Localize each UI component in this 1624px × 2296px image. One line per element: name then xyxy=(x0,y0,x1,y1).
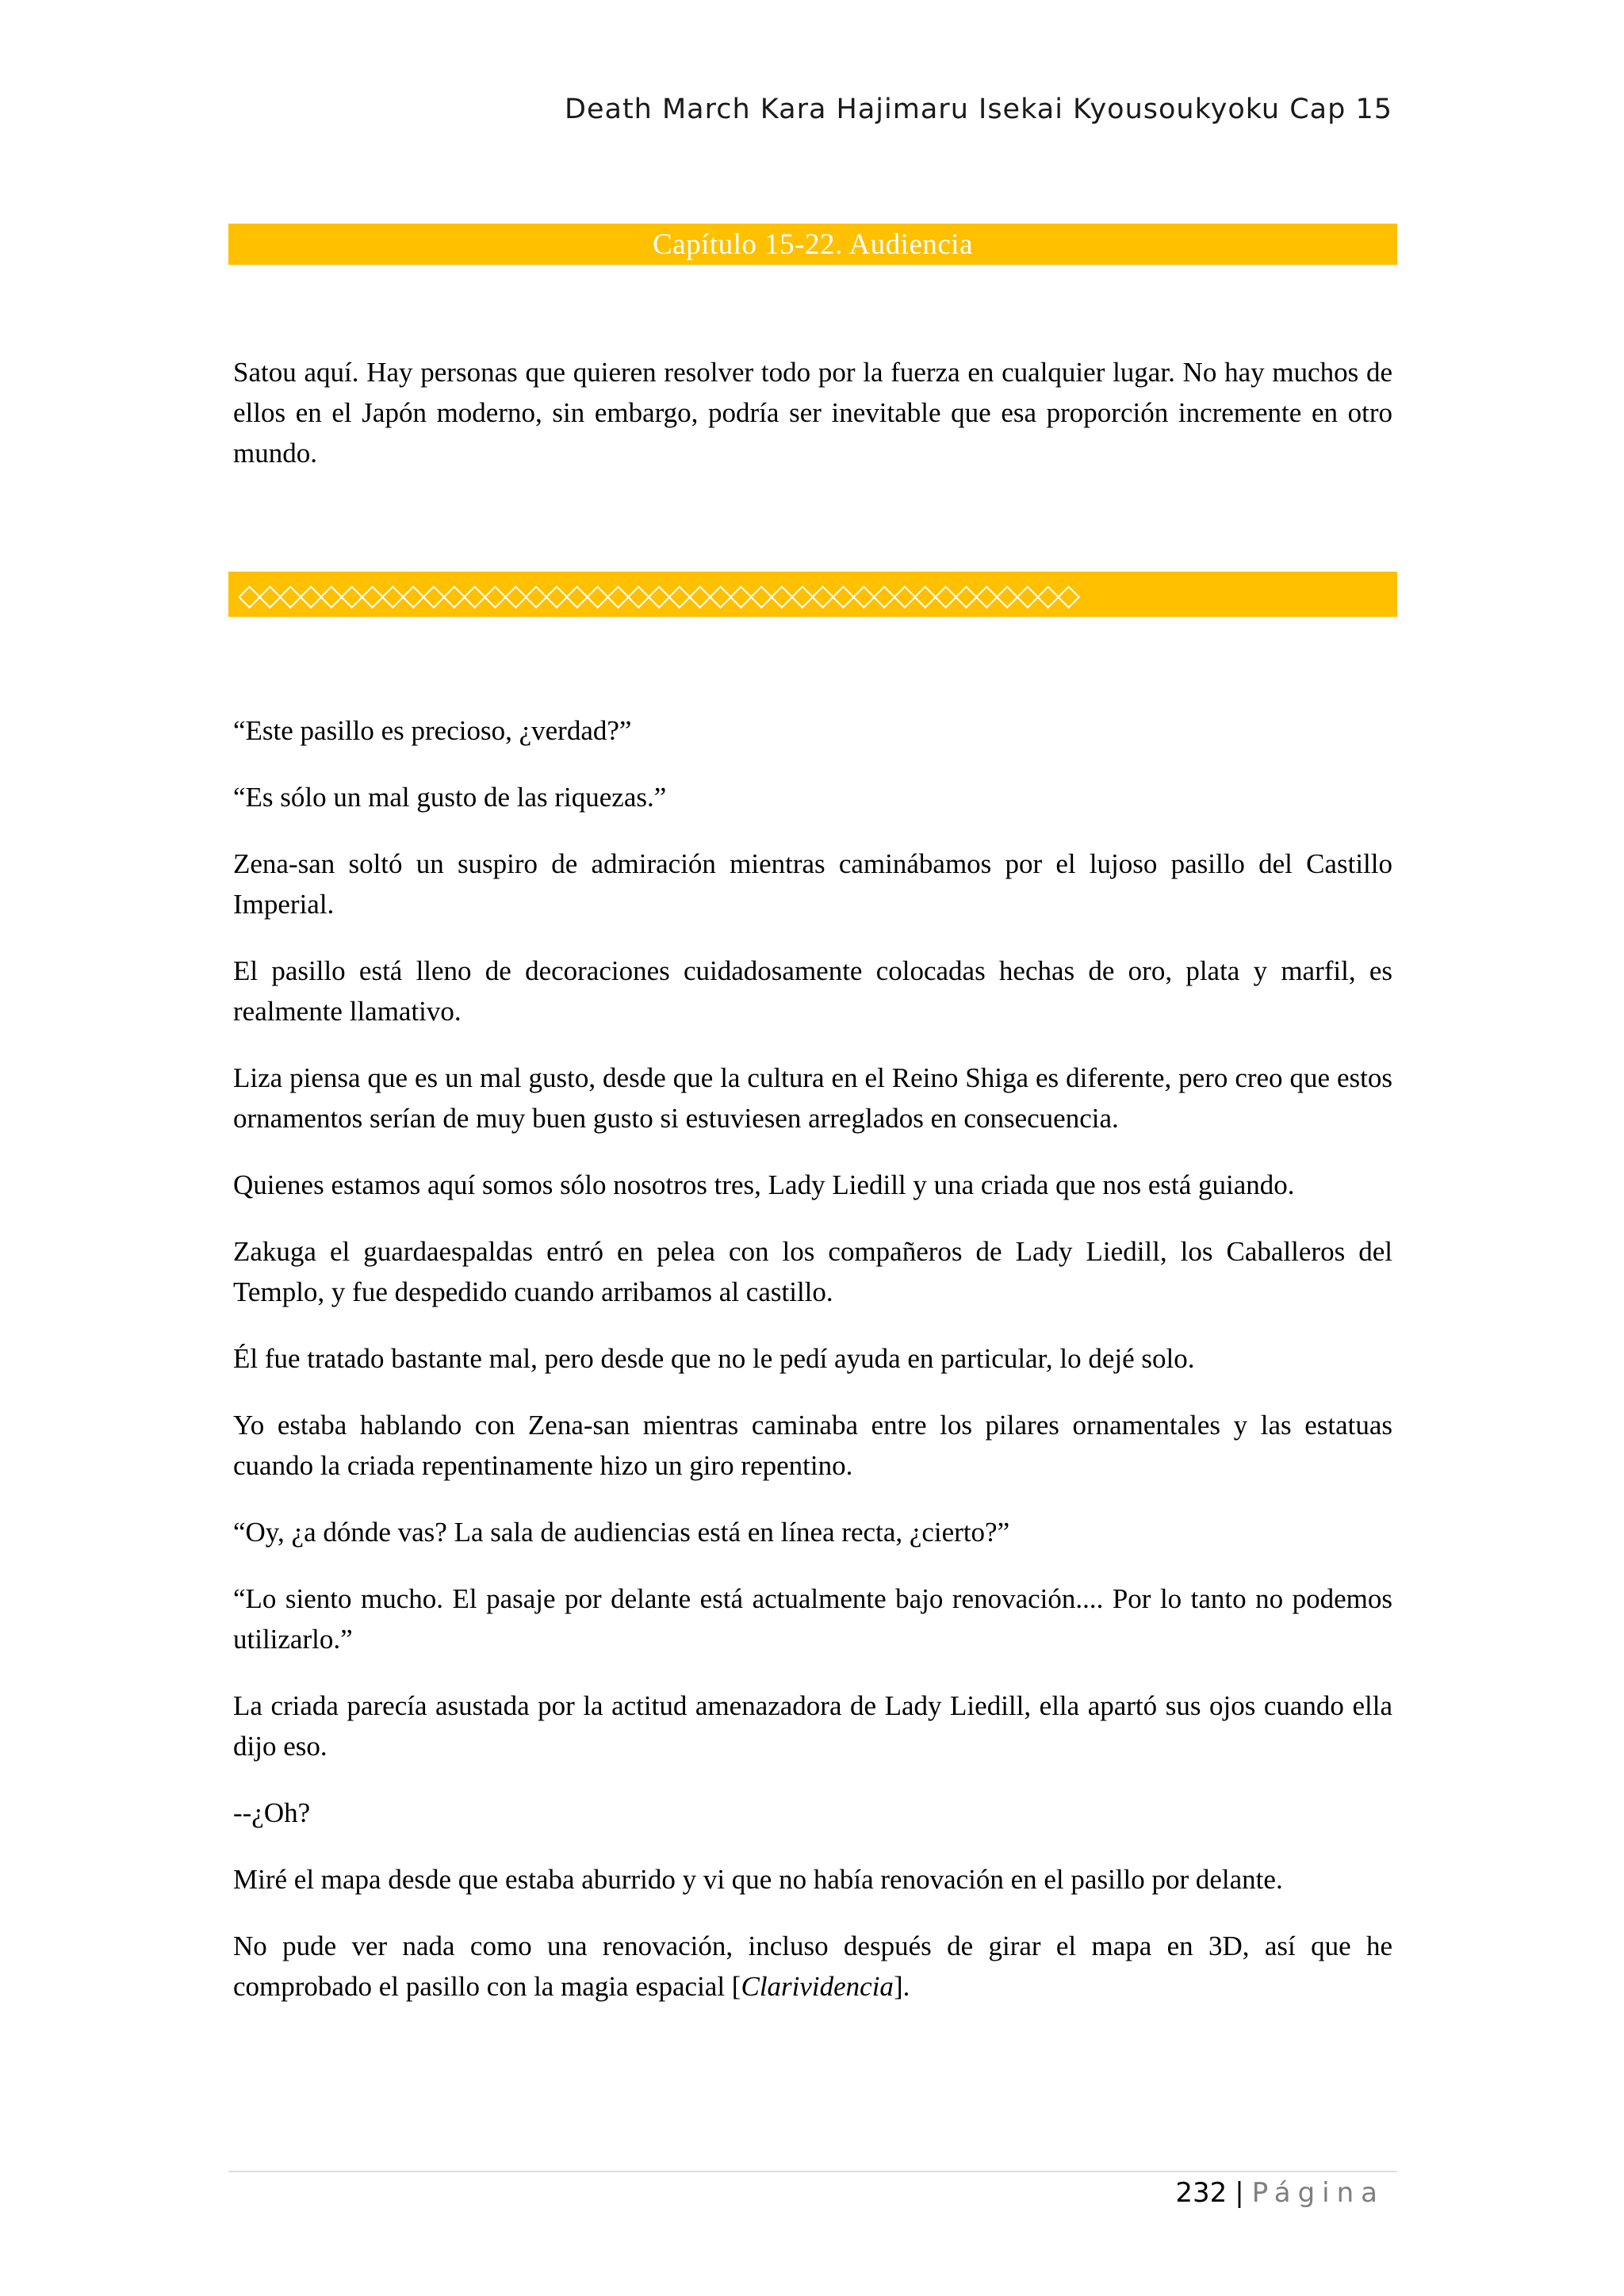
intro-text: Satou aquí. Hay personas que quieren resolver todo por la fuerza en cualquier lugar. No hay muchos de ellos en el Japón moderno, sin embargo, podría ser inevitable que esa proporción incremente en otro mundo. xyxy=(233,357,1392,469)
paragraph: “Lo siento mucho. El pasaje por delante está actualmente bajo renovación.... Por lo tanto no podemos utilizarlo.” xyxy=(233,1583,1392,1655)
chapter-title: Capítulo 15-22. Audiencia xyxy=(652,228,974,261)
paragraph: “Es sólo un mal gusto de las riquezas.” xyxy=(233,782,667,813)
body-text xyxy=(233,710,1392,2033)
section-separator xyxy=(228,572,1397,617)
paragraph: Zena-san soltó un suspiro de admiración mientras caminábamos por el lujoso pasillo del Castillo Imperial. xyxy=(233,848,1392,920)
page-label: Página xyxy=(1251,2177,1385,2209)
paragraph: --¿Oh? xyxy=(233,1797,311,1828)
paragraph: El pasillo está lleno de decoraciones cuidadosamente colocadas hechas de oro, plata y marfil, es realmente llamativo. xyxy=(233,955,1392,1027)
paragraph: Yo estaba hablando con Zena-san mientras caminaba entre los pilares ornamentales y las estatuas cuando la criada repentinamente hizo un giro repentino. xyxy=(233,1410,1392,1481)
paragraph: “Oy, ¿a dónde vas? La sala de audiencias está en línea recta, ¿cierto?” xyxy=(233,1517,1010,1548)
paragraph: Él fue tratado bastante mal, pero desde que no le pedí ayuda en particular, lo dejé solo. xyxy=(233,1343,1195,1374)
intro-paragraph xyxy=(233,352,1392,473)
last-paragraph-start: No pude ver nada como una renovación, incluso después de girar el mapa en 3D, así que he comprobado el pasillo con la magia espacial [ xyxy=(233,1931,1392,2002)
spell-name: Clarividencia xyxy=(741,1971,894,2002)
footer-divider xyxy=(228,2171,1397,2172)
page-number: 232 xyxy=(1175,2177,1228,2209)
last-paragraph-end: ]. xyxy=(893,1971,910,2002)
diamond-ornament-row: ◇◇◇◇◇◇◇◇◇◇◇◇◇◇◇◇◇◇◇◇◇◇◇◇◇◇◇◇◇◇◇◇◇◇◇◇◇◇◇◇◇ xyxy=(238,576,1078,612)
paragraph: “Este pasillo es precioso, ¿verdad?” xyxy=(233,715,632,746)
page-footer xyxy=(1175,2177,1385,2209)
footer-separator: | xyxy=(1235,2177,1244,2209)
paragraph: Miré el mapa desde que estaba aburrido y vi que no había renovación en el pasillo por delante. xyxy=(233,1864,1283,1895)
paragraph: Quienes estamos aquí somos sólo nosotros tres, Lady Liedill y una criada que nos está guiando. xyxy=(233,1169,1295,1200)
last-paragraph xyxy=(233,1926,1392,2007)
paragraph: La criada parecía asustada por la actitud amenazadora de Lady Liedill, ella apartó sus ojos cuando ella dijo eso. xyxy=(233,1690,1392,1762)
running-header: Death March Kara Hajimaru Isekai Kyousoukyoku Cap 15 xyxy=(565,94,1392,125)
chapter-banner xyxy=(228,224,1397,265)
paragraph: Liza piensa que es un mal gusto, desde que la cultura en el Reino Shiga es diferente, pero creo que estos ornamentos serían de muy buen gusto si estuviesen arreglados en consecuencia. xyxy=(233,1062,1392,1134)
paragraph: Zakuga el guardaespaldas entró en pelea con los compañeros de Lady Liedill, los Caballeros del Templo, y fue despedido cuando arribamos al castillo. xyxy=(233,1236,1392,1307)
